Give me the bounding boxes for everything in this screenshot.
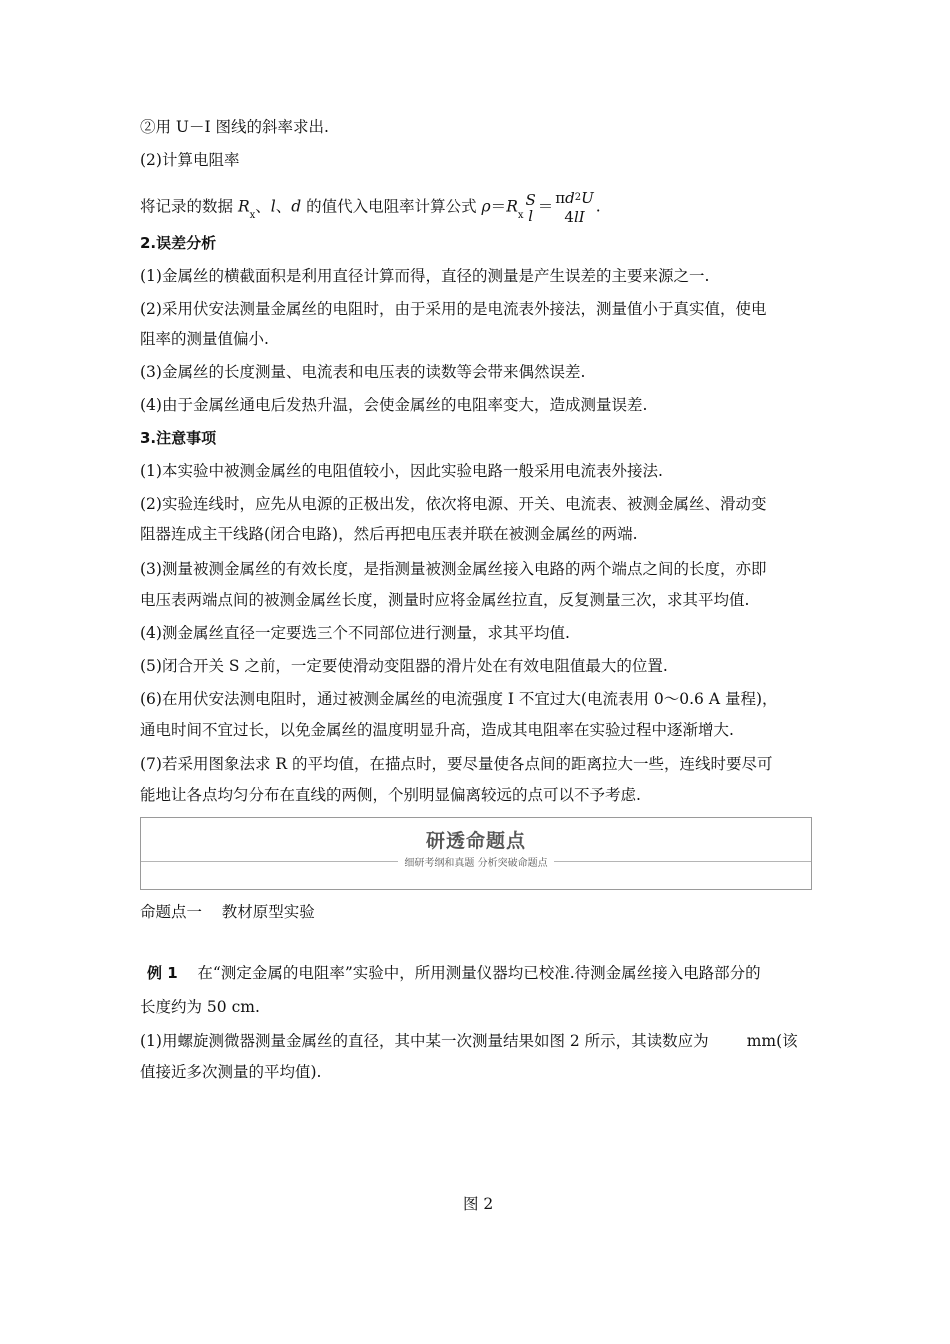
text-line: (5)闭合开关 S 之前，一定要使滑动变阻器的滑片处在有效电阻值最大的位置. (140, 657, 668, 675)
text-line: (3)金属丝的长度测量、电流表和电压表的读数等会带来偶然误差. (140, 363, 586, 381)
section-heading: 2.误差分析 (140, 234, 217, 252)
text-fragment: 的值代入电阻率计算公式 (301, 197, 482, 216)
text-line: (2)计算电阻率 (140, 151, 240, 169)
text-line: (1)本实验中被测金属丝的电阻值较小，因此实验电路一般采用电流表外接法. (140, 462, 663, 480)
text-line: (2)采用伏安法测量金属丝的电阻时，由于采用的是电流表外接法，测量值小于真实值，使电 (140, 300, 767, 318)
text-fragment: mm(该 (746, 1032, 798, 1050)
text-line: (3)测量被测金属丝的有效长度，是指测量被测金属丝接入电路的两个端点之间的长度，亦即 (140, 560, 767, 578)
text-line: (4)由于金属丝通电后发热升温，会使金属丝的电阻率变大，造成测量误差. (140, 396, 648, 414)
question-line (140, 1031, 798, 1051)
text-line: (6)在用伏安法测电阻时，通过被测金属丝的电流强度 I 不宜过大(电流表用 0～0.6 A 量程)， (140, 690, 778, 708)
text-line: (4)测金属丝直径一定要选三个不同部位进行测量，求其平均值. (140, 624, 570, 642)
example-line (147, 963, 761, 983)
text-line: 电压表两端点间的被测金属丝长度，测量时应将金属丝拉直，反复测量三次，求其平均值. (140, 591, 750, 609)
text-line: (7)若采用图象法求 R 的平均值，在描点时，要尽量使各点间的距离拉大一些，连线时要尽可 (140, 755, 773, 773)
text-line: ②用 U－I 图线的斜率求出. (140, 118, 329, 136)
text-line: 阻率的测量值偏小. (140, 330, 269, 348)
topic-heading: 命题点一 教材原型实验 (140, 903, 315, 921)
text-line: 值接近多次测量的平均值). (140, 1063, 322, 1081)
section-banner (140, 817, 812, 890)
text-line: 阻器连成主干线路(闭合电路)，然后再把电压表并联在被测金属丝的两端. (140, 525, 638, 543)
text-line: 长度约为 50 cm. (140, 998, 260, 1016)
text-fragment: 在“测定金属的电阻率”实验中，所用测量仪器均已校准.待测金属丝接入电路部分的 (197, 964, 761, 982)
text-line: (2)实验连线时，应先从电源的正极出发，依次将电源、开关、电流表、被测金属丝、滑动变 (140, 495, 767, 513)
text-line: 能地让各点均匀分布在直线的两侧，个别明显偏离较远的点可以不予考虑. (140, 786, 641, 804)
text-line: (1)金属丝的横截面积是利用直径计算而得，直径的测量是产生误差的主要来源之一. (140, 267, 710, 285)
figure-caption: 图 2 (463, 1195, 494, 1213)
example-label: 例 1 (147, 964, 178, 982)
banner-title: 研透命题点 (425, 830, 526, 852)
banner-subtitle: 细研考纲和真题 分析突破命题点 (141, 854, 811, 869)
text-fragment: 将记录的数据 (140, 197, 238, 216)
text-line: 通电时间不宜过长，以免金属丝的温度明显升高，造成其电阻率在实验过程中逐渐增大. (140, 721, 734, 739)
text-fragment: (1)用螺旋测微器测量金属丝的直径，其中某一次测量结果如图 2 所示，其读数应为 (140, 1032, 709, 1050)
section-heading: 3.注意事项 (140, 429, 217, 447)
formula-line: 将记录的数据 $R_x$、l、d 的值代入电阻率计算公式 $\rho=R_x$ S l ＝ $\pi d^2U$ 4lI . (140, 189, 601, 226)
